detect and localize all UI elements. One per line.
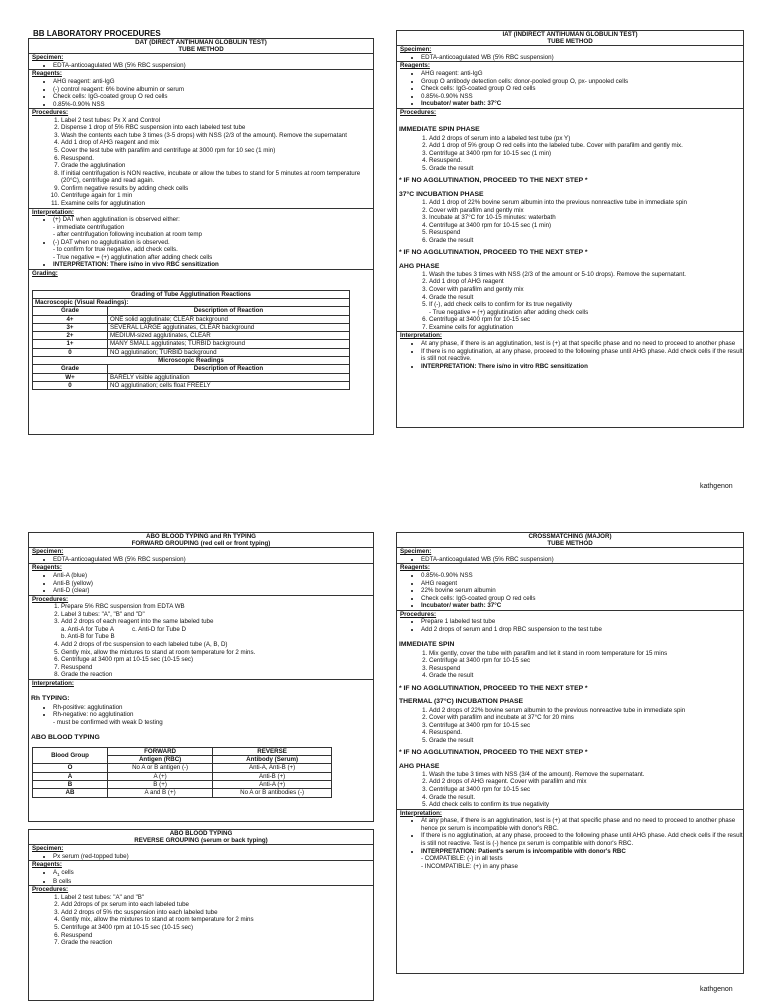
- dat-grading-label: Grading:: [29, 269, 373, 278]
- list-item: 3. Cover with parafilm and gently mix: [429, 286, 743, 294]
- abo-table: [32, 747, 332, 798]
- macro-label: Macroscopic (Visual Readings):: [33, 298, 350, 306]
- list-item: 5. Gently mix, allow the mixtures to stand at room temperature for 2 mins.: [61, 649, 373, 657]
- list-item: • Check cells: IgG-coated group O red cells: [53, 93, 373, 101]
- list-item: • 0.85%-0.90% NSS: [421, 93, 743, 101]
- dat-specimen-list: [29, 62, 373, 70]
- abo-title: ABO BLOOD TYPING and Rh TYPING: [145, 533, 256, 540]
- list-item: • AHG reagent: anti-IgG: [421, 70, 743, 78]
- rev-header: [29, 830, 373, 845]
- desc-header: Description of Reaction: [108, 365, 350, 373]
- list-item: 9. Confirm negative results by adding check cells: [61, 185, 373, 193]
- group-cell: A: [33, 772, 108, 780]
- xm-phase-thermal: THERMAL (37°C) INCUBATION PHASE: [399, 698, 524, 706]
- group-cell: O: [33, 764, 108, 772]
- blood-group-header: Blood Group: [33, 747, 108, 764]
- list-item: 6. Resuspend.: [61, 155, 373, 163]
- list-item: 2. Dispense 1 drop of 5% RBC suspension into each labeled test tube: [61, 124, 373, 132]
- table-row: [33, 315, 350, 323]
- interp-sub: - True negative = (+) agglutination after adding check cells: [53, 253, 213, 261]
- xm-title: CROSSMATCHING (MAJOR): [528, 533, 612, 540]
- interp-final: INTERPRETATION: Patient's serum is in/compatible with donor's RBC: [421, 847, 626, 855]
- abo-forward-panel: [28, 532, 374, 822]
- list-item: • Rh-positive: agglutination: [53, 704, 373, 712]
- list-item: 5. Add check cells to confirm its true negativity: [429, 801, 743, 809]
- table-row: [33, 764, 332, 772]
- desc-cell: MANY SMALL agglutinates; TURBID background: [108, 340, 350, 348]
- list-item: [429, 301, 743, 316]
- list-item: • (-) control reagent: 6% bovine albumin or serum: [53, 86, 373, 94]
- desc-header: Description of Reaction: [108, 307, 350, 315]
- list-item: 4. Resuspend.: [429, 157, 743, 165]
- iat-specimen-list: [397, 54, 743, 62]
- list-item: • 0.85%-0.90% NSS: [421, 572, 743, 580]
- table-row: [33, 373, 350, 381]
- list-item: 1. Wash the tube 3 times with NSS (3/4 of the amount). Remove the supernatant.: [429, 771, 743, 779]
- iat-phase-37c: 37°C INCUBATION PHASE: [399, 190, 484, 198]
- list-item: 2. Cover with parafilm and gently mix: [429, 207, 743, 215]
- list-item: 4. Centrifuge at 3400 rpm for 10-15 sec (1 min): [429, 222, 743, 230]
- list-item: [53, 869, 373, 878]
- forward-cell: A and B (+): [108, 789, 213, 797]
- list-item: 3. Centrifuge at 3400 rpm for 10-15 sec: [429, 786, 743, 794]
- grade-cell: 0: [33, 382, 108, 390]
- xm-specimen-list: [397, 556, 743, 564]
- grade-cell: 1+: [33, 340, 108, 348]
- forward-cell: A (+): [108, 772, 213, 780]
- abo-procedures-label: Procedures:: [29, 595, 373, 604]
- xm-phase2-steps: [397, 707, 743, 745]
- list-item: 4. Grade the result.: [429, 794, 743, 802]
- iat-reagents-label: Reagents:: [397, 61, 743, 70]
- rev-reagents-list: [29, 869, 373, 885]
- list-item: [421, 848, 743, 871]
- list-item: 2. Centrifuge at 3400 rpm for 10-15 sec: [429, 657, 743, 665]
- iat-phase-ahg: AHG PHASE: [399, 262, 440, 270]
- dat-header: [29, 39, 373, 54]
- step-sub-b: b. Anti-B for Tube B: [61, 633, 115, 641]
- list-item: 5. Cover the test tube with parafilm and centrifuge at 3000 rpm for 10 sec (1 min): [61, 147, 373, 155]
- interp-final: • INTERPRETATION: There is/no in vivo RBC sensitization: [53, 261, 373, 269]
- dat-subtitle: TUBE METHOD: [178, 46, 224, 54]
- xm-specimen-label: Specimen:: [400, 548, 432, 556]
- watermark: kathgenon: [700, 483, 733, 490]
- interp-final: • INTERPRETATION: There is/no in vitro RBC sensitization: [421, 363, 743, 371]
- list-item: 2. Add 1 drop of AHG reagent: [429, 278, 743, 286]
- list-item: 4. Gently mix, allow the mixtures to stand at room temperature for 2 mins: [61, 916, 373, 924]
- interp-positive: (+) DAT when agglutination is observed either:: [53, 216, 180, 224]
- list-item: 10. Centrifuge again for 1 min: [61, 192, 373, 200]
- step-sub: [61, 626, 373, 634]
- list-item: • 0.85%-0.90% NSS: [53, 101, 373, 109]
- list-item: • EDTA-anticoagulated WB (5% RBC suspension): [421, 556, 743, 564]
- reagent-a-subscript: 1: [57, 872, 60, 878]
- group-cell: AB: [33, 789, 108, 797]
- rev-procedures-label: Procedures:: [29, 885, 373, 894]
- grade-cell: 4+: [33, 315, 108, 323]
- iat-interpretation-list: [397, 340, 743, 370]
- list-item: 3. Resuspend: [429, 665, 743, 673]
- grading-table-title: Grading of Tube Agglutination Reactions: [33, 290, 350, 298]
- list-item: 8. Grade the reaction: [61, 671, 373, 679]
- xm-reagents-list: [397, 572, 743, 610]
- list-item: 2. Add 1 drop of 5% group O red cells into the labeled tube. Cover with parafilm and gently mix.: [429, 142, 743, 150]
- reverse-cell: Anti-B (+): [213, 772, 332, 780]
- list-item: • EDTA-anticoagulated WB (5% RBC suspension): [53, 556, 373, 564]
- dat-title: DAT (DIRECT ANTIHUMAN GLOBULIN TEST): [135, 39, 267, 46]
- list-item: • 22% bovine serum albumin: [421, 587, 743, 595]
- dat-procedures-list: [29, 117, 373, 208]
- table-row: [33, 772, 332, 780]
- dat-interpretation-label: Interpretation:: [29, 208, 373, 217]
- list-item: 11. Examine cells for agglutination: [61, 200, 373, 208]
- xm-subtitle: TUBE METHOD: [547, 540, 593, 548]
- list-item: 6. Grade the result: [429, 237, 743, 245]
- rev-specimen-list: [29, 853, 373, 861]
- step-text: Add 2 drops of each reagent into the same labeled tube: [61, 618, 214, 626]
- micro-label: Microscopic Readings: [33, 357, 350, 365]
- grading-table: [32, 290, 350, 391]
- forward-header: FORWARD: [108, 747, 213, 755]
- iat-reagents-list: [397, 70, 743, 108]
- list-item: • Group O antibody detection cells: donor-pooled group O, px- unpooled cells: [421, 78, 743, 86]
- table-row: [33, 323, 350, 331]
- list-item: 7. Resuspend: [61, 664, 373, 672]
- list-item: 7. Grade the agglutination: [61, 162, 373, 170]
- list-item: 5. Centrifuge at 3400 rpm at 10-15 sec (10-15 sec): [61, 924, 373, 932]
- forward-cell: B (+): [108, 780, 213, 788]
- grade-header: Grade: [33, 365, 108, 373]
- list-item: 3. Centrifuge at 3400 rpm for 10-15 sec: [429, 722, 743, 730]
- desc-cell: ONE solid agglutinate; CLEAR background: [108, 315, 350, 323]
- table-row: [33, 780, 332, 788]
- reverse-header: REVERSE: [213, 747, 332, 755]
- xm-phase-ahg: AHG PHASE: [399, 762, 440, 770]
- xm-procedures-list: [397, 618, 743, 633]
- iat-procedures-label: Procedures:: [397, 108, 743, 117]
- abo-subtitle: FORWARD GROUPING (red cell or front typing): [131, 540, 271, 548]
- list-item: 1. Add 2 drops of 22% bovine serum albumin to the previous nonreactive tube in immediate spin: [429, 707, 743, 715]
- list-item: 2. Add 2 drops of AHG reagent. Cover with parafilm and mix: [429, 778, 743, 786]
- rh-typing-heading: Rh TYPING:: [31, 695, 70, 703]
- list-item: [53, 239, 373, 262]
- xm-phase1-steps: [397, 650, 743, 680]
- list-item: • Check cells: IgG-coated group O red cells: [421, 85, 743, 93]
- list-item: • AHG reagent: anti-IgG: [53, 78, 373, 86]
- xm-procedures-label: Procedures:: [397, 610, 743, 619]
- list-item: 2. Add 2drops of px serum into each labeled tube: [61, 901, 373, 909]
- grade-cell: W+: [33, 373, 108, 381]
- list-item: • Px serum (red-topped tube): [53, 853, 373, 861]
- list-item: 1. Label 2 test tubes: Px X and Control: [61, 117, 373, 125]
- list-item: [61, 618, 373, 641]
- list-item: • AHG reagent: [421, 580, 743, 588]
- list-item: • Check cells: IgG-coated group O red cells: [421, 595, 743, 603]
- list-item: 1. Label 2 test tubes: "A" and "B": [61, 894, 373, 902]
- step-sub-c: c. Anti-D for Tube D: [131, 625, 186, 633]
- grade-cell: 3+: [33, 323, 108, 331]
- iat-phase-immediate-spin: IMMEDIATE SPIN PHASE: [399, 126, 480, 134]
- list-item: • EDTA-anticoagulated WB (5% RBC suspension): [421, 54, 743, 62]
- list-item: • If there is no agglutination, at any phase, proceed to the following phase until AHG phase. Add check cells if the result is still not reactive.: [421, 348, 743, 363]
- list-item: 6. Centrifuge at 3400 rpm at 10-15 sec (10-15 sec): [61, 656, 373, 664]
- dat-reagents-list: [29, 78, 373, 108]
- abo-specimen-list: [29, 556, 373, 564]
- reagent-a-letter: A: [53, 868, 58, 876]
- step-text: If (-), add check cells to confirm for its true negativity: [429, 301, 573, 309]
- list-item: 5. Grade the result: [429, 737, 743, 745]
- list-item: • Incubator/ water bath: 37°C: [421, 602, 743, 610]
- page-label: BB LABORATORY PROCEDURES: [33, 29, 161, 38]
- xm-interpretation-list: [397, 817, 743, 870]
- list-item: 3. Centrifuge at 3400 rpm for 10-15 sec (1 min): [429, 150, 743, 158]
- list-item: 1. Add 2 drops of serum into a labeled test tube (px Y): [429, 135, 743, 143]
- abo-procedures-list: [29, 603, 373, 679]
- list-item: 4. Add 1 drop of AHG reagent and mix: [61, 139, 373, 147]
- interp-sub: - immediate centrifugation: [53, 223, 125, 231]
- desc-cell: BARELY visible agglutination: [108, 373, 350, 381]
- xm-note-1: * IF NO AGGLUTINATION, PROCEED TO THE NEXT STEP *: [399, 684, 588, 692]
- list-item: 7. Grade the reaction: [61, 939, 373, 947]
- list-item: 1. Mix gently, cover the tube with parafilm and let it stand in room temperature for 15 mins: [429, 650, 743, 658]
- list-item: • Prepare 1 labeled test tube: [421, 618, 743, 626]
- forward-cell: No A or B antigen (-): [108, 764, 213, 772]
- dat-reagents-label: Reagents:: [29, 69, 373, 78]
- xm-interpretation-label: Interpretation:: [397, 809, 743, 818]
- rev-specimen-label: Specimen:: [32, 845, 64, 853]
- list-item: 2. Cover with parafilm and incubate at 37°C for 20 mins: [429, 714, 743, 722]
- desc-cell: NO agglutination; TURBID background: [108, 348, 350, 356]
- list-item: [53, 711, 373, 726]
- abo-specimen-label: Specimen:: [32, 548, 64, 556]
- step-sub-a: a. Anti-A for Tube A: [61, 625, 114, 633]
- rh-sub: - must be confirmed with weak D testing: [53, 718, 163, 726]
- reverse-cell: Anti-A, Anti-B (+): [213, 764, 332, 772]
- group-cell: B: [33, 780, 108, 788]
- list-item: 6. Resuspend: [61, 932, 373, 940]
- abo-reagents-label: Reagents:: [29, 563, 373, 572]
- iat-phase1-steps: [397, 135, 743, 173]
- table-row: [33, 382, 350, 390]
- iat-title: IAT (INDIRECT ANTIHUMAN GLOBULIN TEST): [502, 31, 638, 38]
- list-item: 1. Add 1 drop of 22% bovine serum albumin into the previous nonreactive tube in immediate spin: [429, 199, 743, 207]
- list-item: 7. Examine cells for agglutination: [429, 324, 743, 332]
- iat-specimen-label: Specimen:: [400, 46, 432, 54]
- list-item: 1. Prepare 5% RBC suspension from EDTA WB: [61, 603, 373, 611]
- reverse-cell: No A or B antibodies (-): [213, 789, 332, 797]
- dat-procedures-label: Procedures:: [29, 108, 373, 117]
- abo-reverse-panel: [28, 829, 374, 1001]
- reagent-a-rest: cells: [59, 868, 74, 876]
- rev-procedures-list: [29, 894, 373, 947]
- xm-note-2: * IF NO AGGLUTINATION, PROCEED TO THE NEXT STEP *: [399, 749, 588, 757]
- list-item: 3. Wash the contents each tube 3 times (3-5 drops) with NSS (2/3 of the amount). Remove the supernatant: [61, 132, 373, 140]
- step-sub: - True negative = (+) agglutination after adding check cells: [429, 308, 589, 316]
- reverse-cell: Anti-A (+): [213, 780, 332, 788]
- iat-note-2: * IF NO AGGLUTINATION, PROCEED TO THE NEXT STEP *: [399, 249, 588, 257]
- iat-phase3-steps: [397, 271, 743, 332]
- list-item: 4. Resuspend.: [429, 729, 743, 737]
- list-item: 5. Resuspend: [429, 229, 743, 237]
- list-item: 3. Incubate at 37°C for 10-15 minutes: waterbath: [429, 214, 743, 222]
- rev-reagents-label: Reagents:: [29, 860, 373, 869]
- iat-header: [397, 31, 743, 46]
- xm-header: [397, 533, 743, 548]
- table-row: [33, 340, 350, 348]
- abo-reagents-list: [29, 572, 373, 595]
- list-item: 1. Wash the tubes 3 times with NSS (2/3 of the amount or 5-10 drops). Remove the supernatant.: [429, 271, 743, 279]
- list-item: • At any phase, if there is an agglutination, test is (+) at that specific phase and no need to proceed to another phase hence px serum is incompatible with donor's RBC.: [421, 817, 743, 832]
- reverse-subheader: Antibody (Serum): [213, 755, 332, 763]
- compatible-line: - COMPATIBLE: (-) in all tests: [421, 855, 503, 863]
- desc-cell: MEDIUM-sized agglutinates, CLEAR: [108, 332, 350, 340]
- xm-phase-immediate-spin: IMMEDIATE SPIN: [399, 641, 455, 649]
- rh-typing-list: [29, 704, 373, 727]
- list-item: 8. If initial centrifugation is NON reactive, incubate or allow the tubes to stand for 5 minutes at room temperature (20°C), centrifuge and read again.: [61, 170, 373, 185]
- rev-subtitle: REVERSE GROUPING (serum or back typing): [134, 837, 268, 845]
- list-item: • Anti-D (clear): [53, 587, 373, 595]
- forward-subheader: Antigen (RBC): [108, 755, 213, 763]
- list-item: 3. Add 2 drops of 5% rbc suspension into each labeled tube: [61, 909, 373, 917]
- list-item: 6. Centrifuge at 3400 rpm for 10-15 sec: [429, 316, 743, 324]
- list-item: • EDTA-anticoagulated WB (5% RBC suspension): [53, 62, 373, 70]
- list-item: 2. Label 3 tubes: "A", "B" and "D": [61, 611, 373, 619]
- list-item: 4. Add 2 drops of rbc suspension to each labeled tube (A, B, D): [61, 641, 373, 649]
- rev-title: ABO BLOOD TYPING: [169, 830, 233, 837]
- list-item: [53, 216, 373, 239]
- interp-negative: (-) DAT when no agglutination is observed.: [53, 238, 170, 246]
- rh-negative: Rh-negative: no agglutination: [53, 711, 134, 719]
- watermark: kathgenon: [700, 986, 733, 993]
- abo-typing-heading: ABO BLOOD TYPING: [31, 734, 100, 742]
- xm-reagents-label: Reagents:: [397, 563, 743, 572]
- iat-subtitle: TUBE METHOD: [547, 38, 593, 46]
- crossmatch-panel: [396, 532, 744, 974]
- interp-sub: - after centrifugation following incubation at room temp: [53, 231, 202, 239]
- table-row: [33, 348, 350, 356]
- grade-cell: 0: [33, 348, 108, 356]
- interp-sub: - to confirm for true negative, add check cells.: [53, 246, 178, 254]
- dat-specimen-label: Specimen:: [32, 54, 64, 62]
- desc-cell: SEVERAL LARGE agglutinates, CLEAR background: [108, 323, 350, 331]
- list-item: • At any phase, if there is an agglutination, test is (+) at that specific phase and no need to proceed to another phase: [421, 340, 743, 348]
- abo-interpretation-label: Interpretation:: [29, 679, 373, 688]
- list-item: • Anti-A (blue): [53, 572, 373, 580]
- list-item: • B cells: [53, 878, 373, 886]
- dat-interpretation-list: [29, 216, 373, 269]
- iat-panel: [396, 30, 744, 428]
- list-item: 4. Grade the result: [429, 294, 743, 302]
- grade-header: Grade: [33, 307, 108, 315]
- list-item: • Add 2 drops of serum and 1 drop RBC suspension to the test tube: [421, 626, 743, 634]
- list-item: • Incubator/ water bath: 37°C: [421, 100, 743, 108]
- abo-header: [29, 533, 373, 548]
- desc-cell: NO agglutination; cells float FREELY: [108, 382, 350, 390]
- table-row: [33, 789, 332, 797]
- xm-phase3-steps: [397, 771, 743, 809]
- iat-phase2-steps: [397, 199, 743, 244]
- iat-note-1: * IF NO AGGLUTINATION, PROCEED TO THE NEXT STEP *: [399, 177, 588, 185]
- dat-panel: [28, 38, 374, 435]
- grade-cell: 2+: [33, 332, 108, 340]
- incompatible-line: - INCOMPATIBLE: (+) in any phase: [421, 862, 518, 870]
- list-item: 5. Grade the result: [429, 165, 743, 173]
- list-item: 4. Grade the result: [429, 672, 743, 680]
- list-item: • If there is no agglutination, at any phase, proceed to the following phase until AHG phase. Add check cells if the result is still not reactive. Test is (-) hence px serum is compatible with donor's RBC.: [421, 832, 743, 847]
- iat-interpretation-label: Interpretation:: [397, 331, 743, 340]
- table-row: [33, 332, 350, 340]
- list-item: • Anti-B (yellow): [53, 580, 373, 588]
